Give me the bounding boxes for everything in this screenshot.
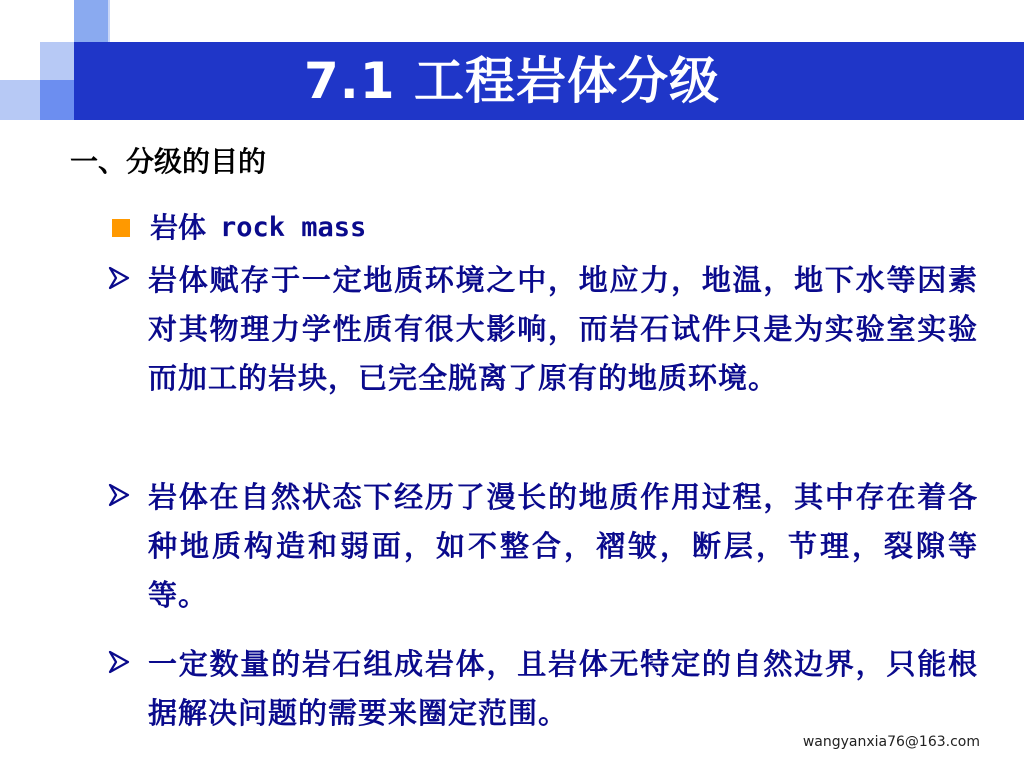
bullet-item-1: [108, 256, 978, 403]
bullet-text-1: 岩体赋存于一定地质环境之中，地应力，地温，地下水等因素对其物理力学性质有很大影响，而岩石试件只是为实验室实验而加工的岩块，已完全脱离了原有的地质环境。: [148, 263, 978, 395]
decor-square-5: [108, 0, 110, 42]
square-bullet-icon: [112, 219, 130, 237]
sub-heading-zh: 岩体: [150, 211, 207, 244]
section-heading: 一、分级的目的: [70, 145, 267, 178]
decor-square-1: [74, 0, 108, 42]
bullet-item-3: [108, 640, 978, 738]
arrow-bullet-icon: [108, 256, 148, 290]
arrow-bullet-icon: [108, 640, 148, 674]
page-title: 7.1 工程岩体分级: [304, 52, 720, 110]
footer-email: wangyanxia76@163.com: [802, 734, 980, 750]
sub-heading-en: rock mass: [220, 212, 367, 243]
bullet-text-2: 岩体在自然状态下经历了漫长的地质作用过程，其中存在着各种地质构造和弱面，如不整合，褶皱，断层，节理，裂隙等等。: [148, 480, 978, 612]
bullet-item-2: [108, 473, 978, 620]
arrow-bullet-icon: [108, 473, 148, 507]
bullet-text-3: 一定数量的岩石组成岩体，且岩体无特定的自然边界，只能根据解决问题的需要来圈定范围。: [148, 647, 978, 730]
sub-heading: [112, 206, 366, 250]
